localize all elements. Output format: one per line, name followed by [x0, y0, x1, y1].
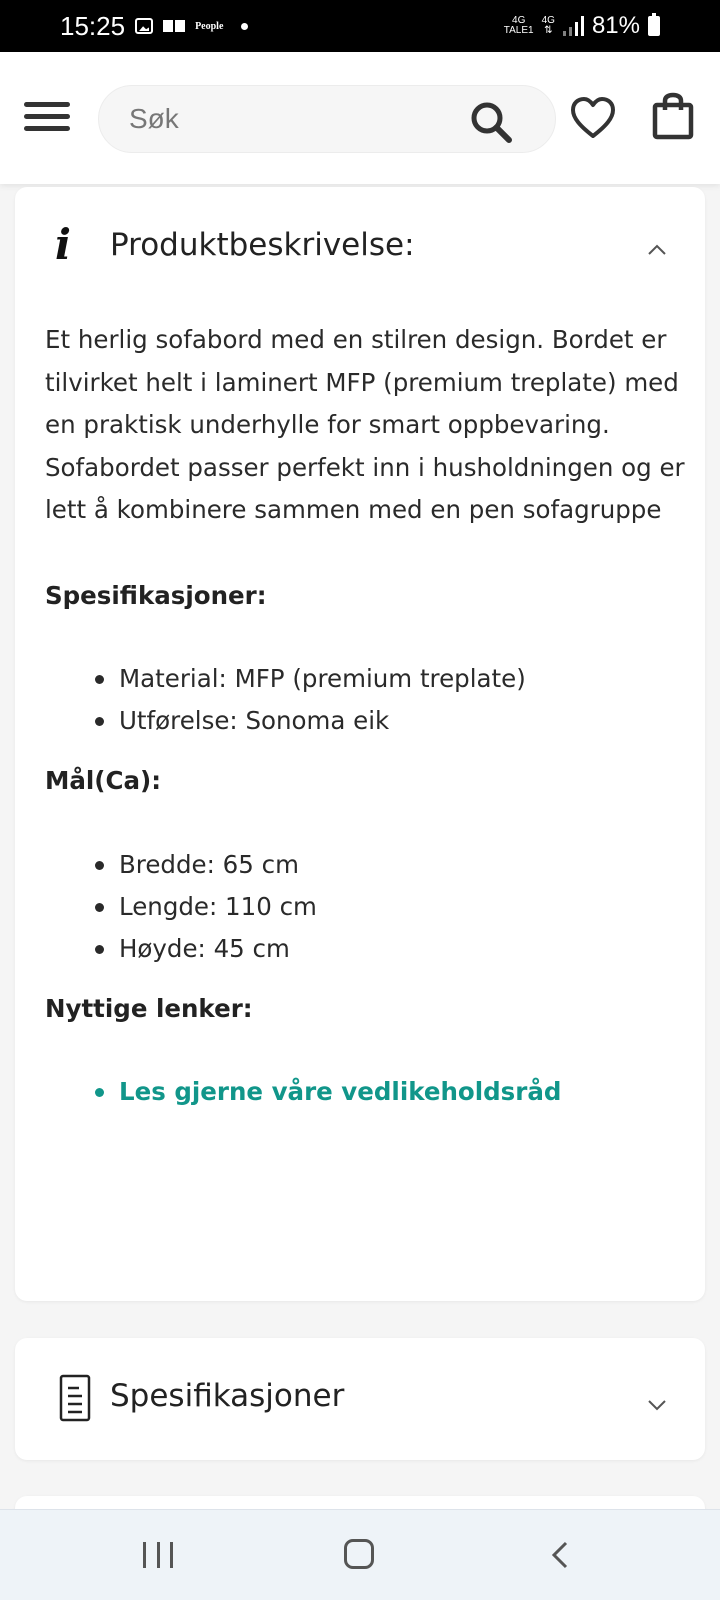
dimensions-list — [45, 844, 685, 970]
search-bar[interactable] — [98, 85, 556, 153]
network-2-label: 4G — [541, 15, 555, 26]
document-icon — [59, 1374, 91, 1422]
search-icon[interactable] — [467, 98, 515, 146]
data-arrows-icon: ⇅ — [544, 25, 553, 36]
product-description-header[interactable] — [15, 187, 705, 307]
product-description-title: Produktbeskrivelse: — [110, 227, 415, 263]
network-1-sublabel: TALE1 — [503, 25, 534, 36]
specifications-title: Spesifikasjoner — [110, 1378, 345, 1414]
list-item: Utførelse: Sonoma eik — [95, 700, 685, 742]
people-notification-icon: People — [195, 20, 224, 32]
product-description-body — [45, 319, 685, 1113]
maintenance-advice-link[interactable]: Les gjerne våre vedlikeholdsråd — [119, 1077, 562, 1106]
dimensions-heading: Mål(Ca): — [45, 766, 162, 795]
list-item: Material: MFP (premium treplate) — [95, 658, 685, 700]
status-time: 15:25 — [60, 10, 126, 41]
bag-icon[interactable] — [652, 92, 694, 140]
search-input[interactable] — [129, 86, 429, 152]
signal-strength-icon — [563, 16, 584, 36]
battery-icon — [648, 16, 660, 36]
app-header — [0, 52, 720, 184]
menu-icon[interactable] — [24, 102, 70, 132]
network-1-label: 4G — [512, 15, 526, 26]
links-heading: Nyttige lenker: — [45, 993, 253, 1023]
system-navigation-bar — [0, 1509, 720, 1600]
status-bar — [0, 0, 720, 52]
news-notification-icon — [163, 20, 185, 32]
gallery-notification-icon — [135, 18, 153, 34]
status-left — [60, 11, 248, 42]
list-item: Høyde: 45 cm — [95, 928, 685, 970]
status-right — [504, 12, 660, 40]
list-item: Bredde: 65 cm — [95, 844, 685, 886]
list-item: Lengde: 110 cm — [95, 886, 685, 928]
network-2-indicator — [542, 16, 555, 36]
chevron-up-icon[interactable] — [646, 243, 668, 257]
specifications-card[interactable] — [15, 1338, 705, 1460]
specs-heading: Spesifikasjoner: — [45, 580, 267, 610]
network-1-indicator — [504, 16, 534, 36]
heart-icon[interactable] — [570, 96, 616, 140]
battery-percentage: 81% — [591, 12, 640, 39]
home-icon[interactable] — [344, 1539, 374, 1569]
list-item — [95, 1071, 685, 1113]
chevron-down-icon[interactable] — [646, 1398, 668, 1412]
links-list — [45, 1071, 685, 1113]
specs-list — [45, 658, 685, 742]
more-notifications-dot-icon — [241, 23, 248, 30]
description-paragraph: Et herlig sofabord med en stilren design. Bordet er tilvirket helt i laminert MFP (premium treplate) med en praktisk underhylle for smart oppbevaring. Sofabordet passer perfekt inn i husholdningen og er lett å kombinere sammen med en pen sofagruppe — [45, 325, 685, 524]
info-icon: i — [55, 220, 71, 269]
product-description-card — [15, 187, 705, 1301]
recent-apps-icon[interactable] — [143, 1542, 173, 1568]
back-icon[interactable] — [550, 1540, 570, 1570]
